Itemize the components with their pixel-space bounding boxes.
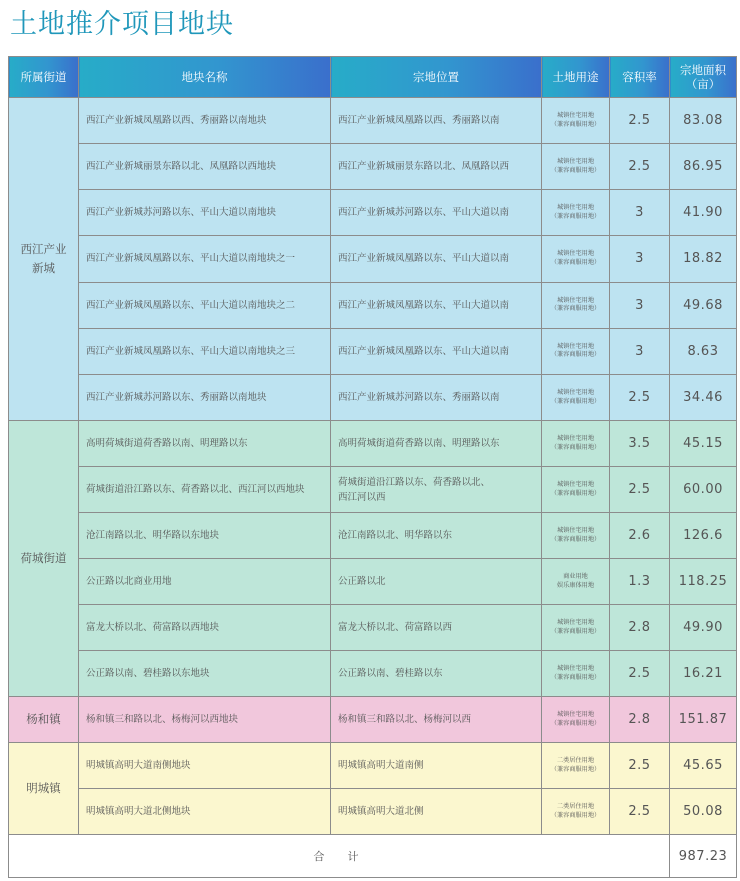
far-cell: 2.5 xyxy=(610,374,670,420)
name-cell: 西江产业新城凤凰路以东、平山大道以南地块之一 xyxy=(79,236,331,282)
total-row xyxy=(9,835,737,878)
loc-cell: 西江产业新城苏河路以东、平山大道以南 xyxy=(331,190,542,236)
name-cell: 荷城街道沿江路以东、荷香路以北、西江河以西地块 xyxy=(79,467,331,513)
use-cell: 商业用地 娱乐康体用地 xyxy=(542,559,610,605)
name-cell: 西江产业新城凤凰路以东、平山大道以南地块之二 xyxy=(79,282,331,328)
loc-cell: 西江产业新城凤凰路以西、秀丽路以南 xyxy=(331,98,542,144)
far-cell: 2.5 xyxy=(610,98,670,144)
loc-cell: 西江产业新城凤凰路以东、平山大道以南 xyxy=(331,282,542,328)
header-use: 土地用途 xyxy=(542,57,610,98)
use-cell: 二类居住用地 （兼容商服用地） xyxy=(542,743,610,789)
table-row xyxy=(9,513,737,559)
far-cell: 2.8 xyxy=(610,697,670,743)
name-cell: 明城镇高明大道北侧地块 xyxy=(79,789,331,835)
area-cell: 50.08 xyxy=(670,789,737,835)
area-cell: 34.46 xyxy=(670,374,737,420)
header-district: 所属街道 xyxy=(9,57,79,98)
district-cell: 西江产业 新城 xyxy=(9,98,79,421)
district-cell: 荷城街道 xyxy=(9,421,79,697)
area-cell: 18.82 xyxy=(670,236,737,282)
use-cell: 城镇住宅用地 （兼容商服用地） xyxy=(542,98,610,144)
table-row xyxy=(9,421,737,467)
loc-cell: 明城镇高明大道北侧 xyxy=(331,789,542,835)
area-cell: 60.00 xyxy=(670,467,737,513)
table-row xyxy=(9,144,737,190)
table-row xyxy=(9,651,737,697)
area-cell: 8.63 xyxy=(670,328,737,374)
page-title: 土地推介项目地块 xyxy=(10,9,234,40)
name-cell: 公正路以南、碧桂路以东地块 xyxy=(79,651,331,697)
table-row xyxy=(9,236,737,282)
area-cell: 41.90 xyxy=(670,190,737,236)
use-cell: 城镇住宅用地 （兼容商服用地） xyxy=(542,236,610,282)
table-row xyxy=(9,328,737,374)
area-cell: 49.68 xyxy=(670,282,737,328)
far-cell: 3 xyxy=(610,282,670,328)
header-area: 宗地面积 （亩） xyxy=(670,57,737,98)
loc-cell: 公正路以北 xyxy=(331,559,542,605)
loc-cell: 荷城街道沿江路以东、荷香路以北、 西江河以西 xyxy=(331,467,542,513)
loc-cell: 西江产业新城丽景东路以北、凤凰路以西 xyxy=(331,144,542,190)
name-cell: 西江产业新城苏河路以东、平山大道以南地块 xyxy=(79,190,331,236)
table-row xyxy=(9,282,737,328)
area-cell: 16.21 xyxy=(670,651,737,697)
loc-cell: 公正路以南、碧桂路以东 xyxy=(331,651,542,697)
loc-cell: 明城镇高明大道南侧 xyxy=(331,743,542,789)
name-cell: 西江产业新城凤凰路以东、平山大道以南地块之三 xyxy=(79,328,331,374)
name-cell: 富龙大桥以北、荷富路以西地块 xyxy=(79,605,331,651)
use-cell: 城镇住宅用地 （兼容商服用地） xyxy=(542,605,610,651)
table-header-row xyxy=(9,57,737,98)
far-cell: 1.3 xyxy=(610,559,670,605)
loc-cell: 西江产业新城凤凰路以东、平山大道以南 xyxy=(331,236,542,282)
table-row xyxy=(9,467,737,513)
far-cell: 3.5 xyxy=(610,421,670,467)
far-cell: 2.8 xyxy=(610,605,670,651)
use-cell: 城镇住宅用地 （兼容商服用地） xyxy=(542,190,610,236)
land-parcel-table xyxy=(8,56,737,878)
table-body xyxy=(9,98,737,878)
name-cell: 西江产业新城丽景东路以北、凤凰路以西地块 xyxy=(79,144,331,190)
loc-cell: 富龙大桥以北、荷富路以西 xyxy=(331,605,542,651)
loc-cell: 沧江南路以北、明华路以东 xyxy=(331,513,542,559)
use-cell: 城镇住宅用地 （兼容商服用地） xyxy=(542,651,610,697)
table-row xyxy=(9,559,737,605)
use-cell: 城镇住宅用地 （兼容商服用地） xyxy=(542,421,610,467)
far-cell: 2.5 xyxy=(610,789,670,835)
loc-cell: 西江产业新城凤凰路以东、平山大道以南 xyxy=(331,328,542,374)
table-row xyxy=(9,743,737,789)
name-cell: 沧江南路以北、明华路以东地块 xyxy=(79,513,331,559)
use-cell: 城镇住宅用地 （兼容商服用地） xyxy=(542,374,610,420)
header-name: 地块名称 xyxy=(79,57,331,98)
table-row xyxy=(9,789,737,835)
far-cell: 2.5 xyxy=(610,144,670,190)
area-cell: 118.25 xyxy=(670,559,737,605)
name-cell: 明城镇高明大道南侧地块 xyxy=(79,743,331,789)
table-row xyxy=(9,374,737,420)
far-cell: 2.5 xyxy=(610,743,670,789)
area-cell: 151.87 xyxy=(670,697,737,743)
far-cell: 3 xyxy=(610,328,670,374)
use-cell: 城镇住宅用地 （兼容商服用地） xyxy=(542,328,610,374)
use-cell: 城镇住宅用地 （兼容商服用地） xyxy=(542,144,610,190)
table-row xyxy=(9,697,737,743)
district-cell: 明城镇 xyxy=(9,743,79,835)
area-cell: 126.6 xyxy=(670,513,737,559)
use-cell: 二类居住用地 （兼容商服用地） xyxy=(542,789,610,835)
name-cell: 高明荷城街道荷香路以南、明理路以东 xyxy=(79,421,331,467)
table-row xyxy=(9,98,737,144)
loc-cell: 杨和镇三和路以北、杨梅河以西 xyxy=(331,697,542,743)
area-cell: 86.95 xyxy=(670,144,737,190)
far-cell: 3 xyxy=(610,190,670,236)
table-row xyxy=(9,190,737,236)
area-cell: 45.15 xyxy=(670,421,737,467)
table-row xyxy=(9,605,737,651)
area-cell: 83.08 xyxy=(670,98,737,144)
use-cell: 城镇住宅用地 （兼容商服用地） xyxy=(542,513,610,559)
area-cell: 49.90 xyxy=(670,605,737,651)
total-area: 987.23 xyxy=(670,835,737,878)
use-cell: 城镇住宅用地 （兼容商服用地） xyxy=(542,282,610,328)
far-cell: 2.6 xyxy=(610,513,670,559)
use-cell: 城镇住宅用地 （兼容商服用地） xyxy=(542,697,610,743)
area-cell: 45.65 xyxy=(670,743,737,789)
name-cell: 西江产业新城苏河路以东、秀丽路以南地块 xyxy=(79,374,331,420)
name-cell: 公正路以北商业用地 xyxy=(79,559,331,605)
district-cell: 杨和镇 xyxy=(9,697,79,743)
header-location: 宗地位置 xyxy=(331,57,542,98)
loc-cell: 西江产业新城苏河路以东、秀丽路以南 xyxy=(331,374,542,420)
loc-cell: 高明荷城街道荷香路以南、明理路以东 xyxy=(331,421,542,467)
total-label: 合 计 xyxy=(9,835,670,878)
name-cell: 西江产业新城凤凰路以西、秀丽路以南地块 xyxy=(79,98,331,144)
use-cell: 城镇住宅用地 （兼容商服用地） xyxy=(542,467,610,513)
header-far: 容积率 xyxy=(610,57,670,98)
far-cell: 2.5 xyxy=(610,467,670,513)
far-cell: 2.5 xyxy=(610,651,670,697)
name-cell: 杨和镇三和路以北、杨梅河以西地块 xyxy=(79,697,331,743)
far-cell: 3 xyxy=(610,236,670,282)
